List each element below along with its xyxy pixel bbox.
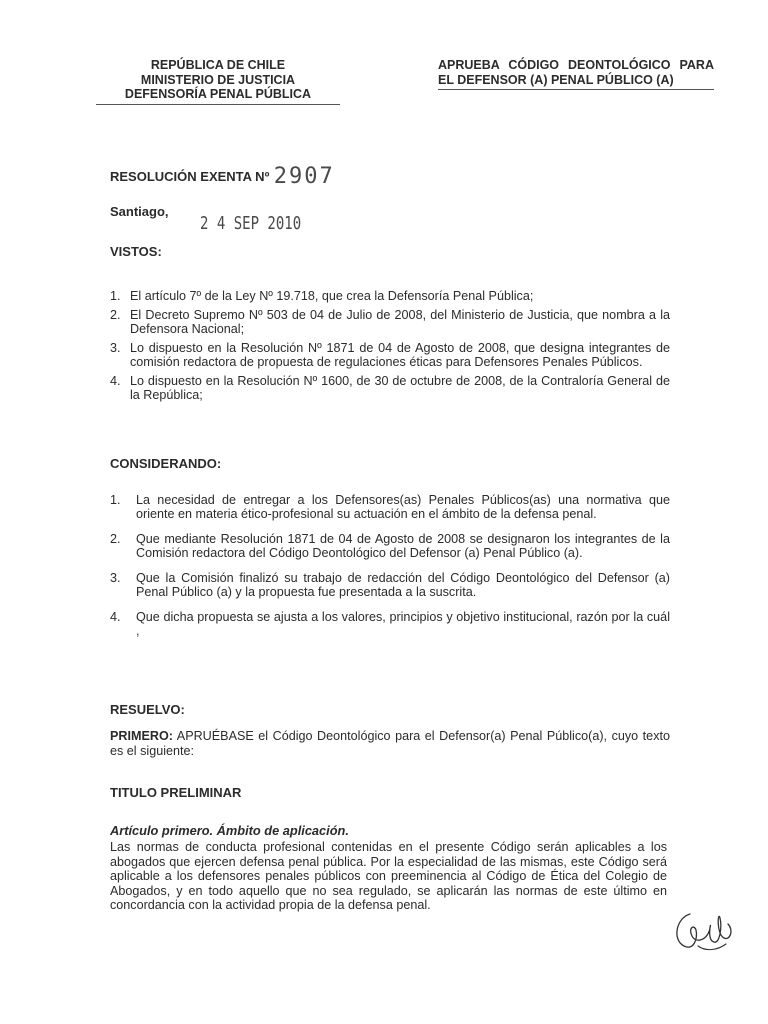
list-item: 1. La necesidad de entregar a los Defensores(as) Penales Públicos(as) una normativa que oriente en materia ético-profesional su actuación en el ámbito de la defensa penal. [110, 493, 670, 521]
institution-header [96, 58, 340, 105]
header-line-office: DEFENSORÍA PENAL PÚBLICA [124, 87, 312, 101]
place-label: Santiago, [110, 204, 169, 219]
list-item: 2. El Decreto Supremo Nº 503 de 04 de Julio de 2008, del Ministerio de Justicia, que nombra a la Defensora Nacional; [110, 308, 670, 336]
articulo-heading: Artículo primero. Ámbito de aplicación. [110, 823, 349, 838]
list-item: 3. Lo dispuesto en la Resolución Nº 1871 de 04 de Agosto de 2008, que designa integrantes de comisión redactora de propuesta de regulaciones éticas para Defensores Penales Públicos. [110, 341, 670, 369]
primero-text: APRUÉBASE el Código Deontológico para el Defensor(a) Penal Público(a), cuyo texto es el siguiente: [110, 729, 670, 758]
list-item: 1. El artículo 7º de la Ley Nº 19.718, que crea la Defensoría Penal Pública; [110, 289, 534, 303]
resolution-line [110, 162, 335, 187]
header-line-ministry: MINISTERIO DE JUSTICIA [140, 72, 296, 87]
list-item: 4. Que dicha propuesta se ajusta a los valores, principios y objetivo institucional, razón por la cuál , [110, 610, 670, 638]
resuelvo-heading: RESUELVO: [110, 702, 185, 717]
vistos-list [110, 289, 670, 402]
titulo-preliminar: TITULO PRELIMINAR [110, 785, 242, 800]
document-subject: APRUEBA CÓDIGO DEONTOLÓGICO PARA EL DEFENSOR (A) PENAL PÚBLICO (A) [438, 58, 714, 90]
articulo-text: Las normas de conducta profesional contenidas en el presente Código serán aplicables a los abogados que ejercen defensa penal pública. Por la especialidad de las mismas, este Código será aplicable a los defensores penales públicos con preeminencia al Código de Ética del Colegio de Abogados, y en todo aquello que no sea regulado, se aplicarán las normas de este último en concordancia con la actividad propia de la defensa penal. [110, 840, 667, 912]
resolution-number: 2907 [273, 164, 335, 189]
list-item: 2. Que mediante Resolución 1871 de 04 de Agosto de 2008 se designaron los integrantes de la Comisión redactora del Código Deontológico del Defensor (a) Penal Público (a). [110, 532, 670, 560]
considerando-heading: CONSIDERANDO: [110, 456, 222, 471]
signature [668, 900, 742, 964]
primero-paragraph [110, 729, 670, 758]
date-stamp: 2 4 SEP 2010 [200, 214, 302, 234]
primero-label: PRIMERO: [110, 729, 173, 743]
list-item: 3. Que la Comisión finalizó su trabajo de redacción del Código Deontológico del Defensor (a) Penal Público (a) y la propuesta fue presentada a la suscrita. [110, 571, 670, 599]
list-item: 4. Lo dispuesto en la Resolución Nº 1600, de 30 de octubre de 2008, de la Contraloría General de la República; [110, 374, 670, 402]
resolution-label: RESOLUCIÓN EXENTA Nº [110, 169, 270, 184]
considerando-list [110, 493, 670, 638]
vistos-heading: VISTOS: [110, 244, 162, 259]
header-line-country: REPÚBLICA DE CHILE [150, 58, 286, 72]
